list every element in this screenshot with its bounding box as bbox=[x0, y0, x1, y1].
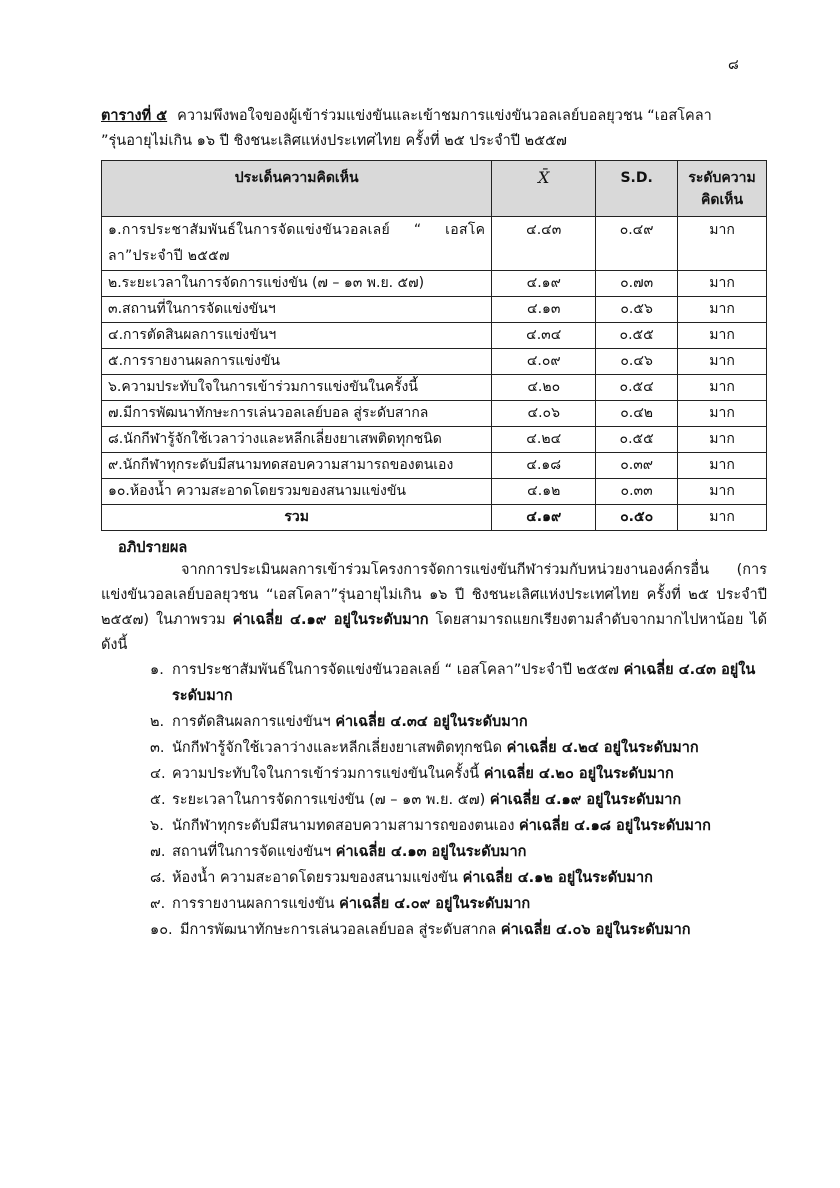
row-mean: ๔.๑๒ bbox=[492, 479, 596, 505]
row-level: มาก bbox=[678, 217, 767, 271]
row-sd: ๐.๕๖ bbox=[596, 297, 678, 323]
row-level: มาก bbox=[678, 427, 767, 453]
list-item-text: การรายงานผลการแข่งขัน bbox=[172, 896, 335, 912]
row-item: ๖.ความประทับใจในการเข้าร่วมการแข่งขันในครั้งนี้ bbox=[102, 375, 492, 401]
row-sd: ๐.๕๕ bbox=[596, 427, 678, 453]
ranking-list bbox=[150, 657, 770, 943]
table-caption bbox=[101, 104, 761, 154]
list-item-number: ๔. bbox=[150, 766, 166, 782]
discussion-text-b: โดยสามารถแยกเรียงตามลำดับจากมากไปหาน้อย ได้ดังนี้ bbox=[101, 612, 767, 653]
row-sd: ๐.๔๒ bbox=[596, 401, 678, 427]
row-level: มาก bbox=[678, 323, 767, 349]
satisfaction-table bbox=[101, 160, 767, 531]
list-item-mean: ค่าเฉลี่ย ๔.๐๖ อยู่ในระดับมาก bbox=[500, 922, 691, 938]
discussion-paragraph bbox=[101, 558, 767, 658]
table-row bbox=[102, 297, 767, 323]
table-row bbox=[102, 479, 767, 505]
row-sd: ๐.๕๔ bbox=[596, 375, 678, 401]
discussion-overall-mean: ค่าเฉลี่ย ๔.๑๙ อยู่ในระดับมาก bbox=[232, 612, 429, 628]
row-sd: ๐.๗๓ bbox=[596, 271, 678, 297]
row-item: ๑๐.ห้องน้ำ ความสะอาดโดยรวมของสนามแข่งขัน bbox=[102, 479, 492, 505]
table-label: ตารางที่ ๕ bbox=[101, 108, 168, 124]
list-item-mean: ค่าเฉลี่ย ๔.๑๒ อยู่ในระดับมาก bbox=[462, 870, 653, 886]
table-row bbox=[102, 217, 767, 271]
table-row bbox=[102, 271, 767, 297]
header-level: ระดับความคิดเห็น bbox=[678, 161, 767, 217]
discussion-text-a: จากการประเมินผลการเข้าร่วมโครงการจัดการแข่งขันกีฬาร่วมกับหน่วยงานองค์กรอื่น (การแข่งขันวอลเลย์บอลยุวชน “เอสโคลา”รุ่นอายุไม่เกิน ๑๖ ปี ชิงชนะเลิศแห่งประเทศไทย ครั้งที่ ๒๕ ประจำปี ๒๕๕๗) ในภาพรวม bbox=[101, 562, 767, 628]
discussion-heading: อภิปรายผล bbox=[118, 540, 188, 556]
list-item-text: นักกีฬารู้จักใช้เวลาว่างและหลีกเลี่ยงยาเสพติดทุกชนิด bbox=[172, 740, 503, 756]
list-item-mean: ค่าเฉลี่ย ๔.๐๙ อยู่ในระดับมาก bbox=[339, 896, 531, 912]
table-row bbox=[102, 375, 767, 401]
list-item bbox=[150, 709, 770, 735]
list-item-mean: ค่าเฉลี่ย ๔.๑๘ อยู่ในระดับมาก bbox=[519, 818, 711, 834]
row-mean: ๔.๔๓ bbox=[492, 217, 596, 271]
list-item bbox=[150, 865, 770, 891]
list-item-number: ๕. bbox=[150, 792, 166, 808]
row-sd: ๐.๓๙ bbox=[596, 453, 678, 479]
row-sd: ๐.๔๖ bbox=[596, 349, 678, 375]
row-level: มาก bbox=[678, 453, 767, 479]
total-mean: ๔.๑๙ bbox=[492, 505, 596, 531]
row-item: ๓.สถานที่ในการจัดแข่งขันฯ bbox=[102, 297, 492, 323]
list-item-number: ๖. bbox=[150, 818, 164, 834]
row-level: มาก bbox=[678, 271, 767, 297]
caption-line-1: ความพึงพอใจของผู้เข้าร่วมแข่งขันและเข้าชมการแข่งขันวอลเลย์บอลยุวชน “เอสโคลา bbox=[177, 108, 712, 124]
table-row bbox=[102, 323, 767, 349]
list-item bbox=[150, 891, 770, 917]
row-level: มาก bbox=[678, 297, 767, 323]
row-item: ๑.การประชาสัมพันธ์ในการจัดแข่งขันวอลเลย์ “ เอสโคลา”ประจำปี ๒๕๕๗ bbox=[102, 217, 492, 271]
row-level: มาก bbox=[678, 375, 767, 401]
row-mean: ๔.๑๓ bbox=[492, 297, 596, 323]
row-level: มาก bbox=[678, 349, 767, 375]
row-mean: ๔.๑๙ bbox=[492, 271, 596, 297]
list-item-number: ๘. bbox=[150, 870, 166, 886]
row-sd: ๐.๔๙ bbox=[596, 217, 678, 271]
list-item-number: ๒. bbox=[150, 714, 165, 730]
list-item-number: ๑. bbox=[150, 662, 164, 678]
list-item bbox=[150, 735, 770, 761]
list-item-mean: ค่าเฉลี่ย ๔.๑๙ อยู่ในระดับมาก bbox=[489, 792, 682, 808]
list-item bbox=[150, 657, 770, 709]
table-header-row bbox=[102, 161, 767, 217]
total-sd: ๐.๕๐ bbox=[596, 505, 678, 531]
row-level: มาก bbox=[678, 479, 767, 505]
list-item-number: ๗. bbox=[150, 844, 166, 860]
list-item-mean: ค่าเฉลี่ย ๔.๒๐ อยู่ในระดับมาก bbox=[483, 766, 674, 782]
list-item-mean: ค่าเฉลี่ย ๔.๓๔ อยู่ในระดับมาก bbox=[335, 714, 528, 730]
row-level: มาก bbox=[678, 401, 767, 427]
list-item-number: ๑๐. bbox=[150, 922, 173, 938]
row-mean: ๔.๐๖ bbox=[492, 401, 596, 427]
total-label: รวม bbox=[102, 505, 492, 531]
page-number: ๘ bbox=[728, 57, 739, 73]
row-mean: ๔.๓๔ bbox=[492, 323, 596, 349]
list-item bbox=[150, 917, 770, 943]
list-item-text: ความประทับใจในการเข้าร่วมการแข่งขันในครั้งนี้ bbox=[172, 766, 480, 782]
row-mean: ๔.๒๐ bbox=[492, 375, 596, 401]
caption-line-2: ”รุ่นอายุไม่เกิน ๑๖ ปี ชิงชนะเลิศแห่งประเทศไทย ครั้งที่ ๒๕ ประจำปี ๒๕๕๗ bbox=[101, 133, 567, 149]
table-row bbox=[102, 401, 767, 427]
list-item-mean: ค่าเฉลี่ย ๔.๔๓ อยู่ในระดับมาก bbox=[172, 662, 756, 704]
list-item bbox=[150, 839, 770, 865]
table-row bbox=[102, 349, 767, 375]
header-item: ประเด็นความคิดเห็น bbox=[102, 161, 492, 217]
list-item-text: ระยะเวลาในการจัดการแข่งขัน (๗ – ๑๓ พ.ย. ๕๗) bbox=[172, 792, 486, 808]
total-level: มาก bbox=[678, 505, 767, 531]
row-item: ๔.การตัดสินผลการแข่งขันฯ bbox=[102, 323, 492, 349]
row-mean: ๔.๒๔ bbox=[492, 427, 596, 453]
row-sd: ๐.๓๓ bbox=[596, 479, 678, 505]
row-item: ๘.นักกีฬารู้จักใช้เวลาว่างและหลีกเลี่ยงยาเสพติดทุกชนิด bbox=[102, 427, 492, 453]
row-item: ๗.มีการพัฒนาทักษะการเล่นวอลเลย์บอล สู่ระดับสากล bbox=[102, 401, 492, 427]
list-item-number: ๙. bbox=[150, 896, 166, 912]
header-sd: S.D. bbox=[596, 161, 678, 217]
list-item-mean: ค่าเฉลี่ย ๔.๑๓ อยู่ในระดับมาก bbox=[335, 844, 527, 860]
row-mean: ๔.๑๘ bbox=[492, 453, 596, 479]
table-row bbox=[102, 427, 767, 453]
list-item bbox=[150, 813, 770, 839]
table-total-row bbox=[102, 505, 767, 531]
list-item bbox=[150, 787, 770, 813]
row-item: ๙.นักกีฬาทุกระดับมีสนามทดสอบความสามารถของตนเอง bbox=[102, 453, 492, 479]
list-item-text: การตัดสินผลการแข่งขันฯ bbox=[172, 714, 331, 730]
list-item-mean: ค่าเฉลี่ย ๔.๒๔ อยู่ในระดับมาก bbox=[506, 740, 699, 756]
row-sd: ๐.๕๕ bbox=[596, 323, 678, 349]
list-item-text: การประชาสัมพันธ์ในการจัดแข่งขันวอลเลย์ “ เอสโคลา”ประจำปี ๒๕๕๗ bbox=[172, 662, 619, 678]
list-item-text: มีการพัฒนาทักษะการเล่นวอลเลย์บอล สู่ระดับสากล bbox=[180, 922, 497, 938]
row-item: ๕.การรายงานผลการแข่งขัน bbox=[102, 349, 492, 375]
list-item-text: ห้องน้ำ ความสะอาดโดยรวมของสนามแข่งขัน bbox=[172, 870, 458, 886]
list-item-text: นักกีฬาทุกระดับมีสนามทดสอบความสามารถของตนเอง bbox=[172, 818, 515, 834]
row-mean: ๔.๐๙ bbox=[492, 349, 596, 375]
table-row bbox=[102, 453, 767, 479]
row-item: ๒.ระยะเวลาในการจัดการแข่งขัน (๗ – ๑๓ พ.ย. ๕๗) bbox=[102, 271, 492, 297]
list-item-number: ๓. bbox=[150, 740, 165, 756]
list-item bbox=[150, 761, 770, 787]
list-item-text: สถานที่ในการจัดแข่งขันฯ bbox=[172, 844, 332, 860]
header-mean: X̄ bbox=[492, 161, 596, 217]
